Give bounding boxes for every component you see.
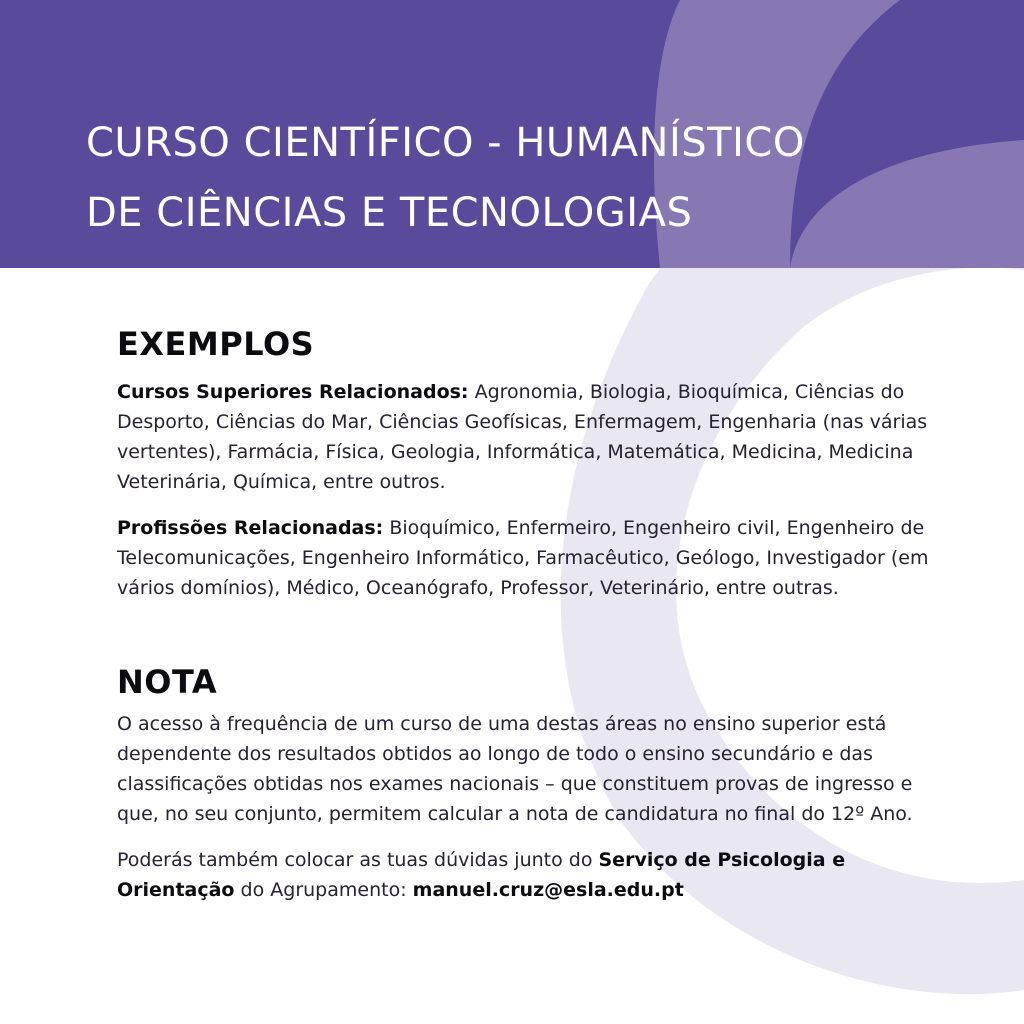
title-line-2: DE CIÊNCIAS E TECNOLOGIAS [86, 190, 693, 236]
page-title [86, 108, 805, 248]
profissoes-text: Bioquímico, Enfermeiro, Engenheiro civil, Engenheiro de Telecomunicações, Engenheiro Informático, Farmacêutico, Geólogo, Investigador (em vários domínios), Médico, Oceanógrafo, Professor, Veterinário, entre outras. [117, 517, 929, 599]
cursos-text: Agronomia, Biologia, Bioquímica, Ciências do Desporto, Ciências do Mar, Ciências Geofísicas, Enfermagem, Engenharia (nas várias vertentes), Farmácia, Física, Geologia, Informática, Matemática, Medicina, Medicina Veterinária, Química, entre outros. [117, 381, 928, 493]
cursos-label: Cursos Superiores Relacionados: [117, 381, 469, 403]
nota-paragraph: O acesso à frequência de um curso de uma destas áreas no ensino superior está dependente dos resultados obtidos ao longo de todo o ensino secundário e das classificações obtidas nos exames nacionais – que constituem provas de ingresso e que, no seu conjunto, permitem calcular a nota de candidatura no final do 12º Ano. [117, 713, 913, 825]
nota-heading: NOTA [117, 663, 218, 701]
main-content [117, 325, 947, 905]
exemplos-heading: EXEMPLOS [117, 325, 315, 363]
header-band [0, 0, 1024, 268]
contact-prefix: Poderás também colocar as tuas dúvidas junto do [117, 849, 599, 871]
profissoes-label: Profissões Relacionadas: [117, 517, 384, 539]
contact-paragraph [117, 845, 947, 905]
cursos-paragraph [117, 377, 947, 497]
contact-middle: do Agrupamento: [234, 879, 413, 901]
title-line-1: CURSO CIENTÍFICO - HUMANÍSTICO [86, 120, 805, 166]
contact-email[interactable]: manuel.cruz@esla.edu.pt [412, 879, 684, 901]
profissoes-paragraph [117, 513, 947, 603]
contact-service: Serviço de Psicologia e Orientação [117, 849, 846, 901]
